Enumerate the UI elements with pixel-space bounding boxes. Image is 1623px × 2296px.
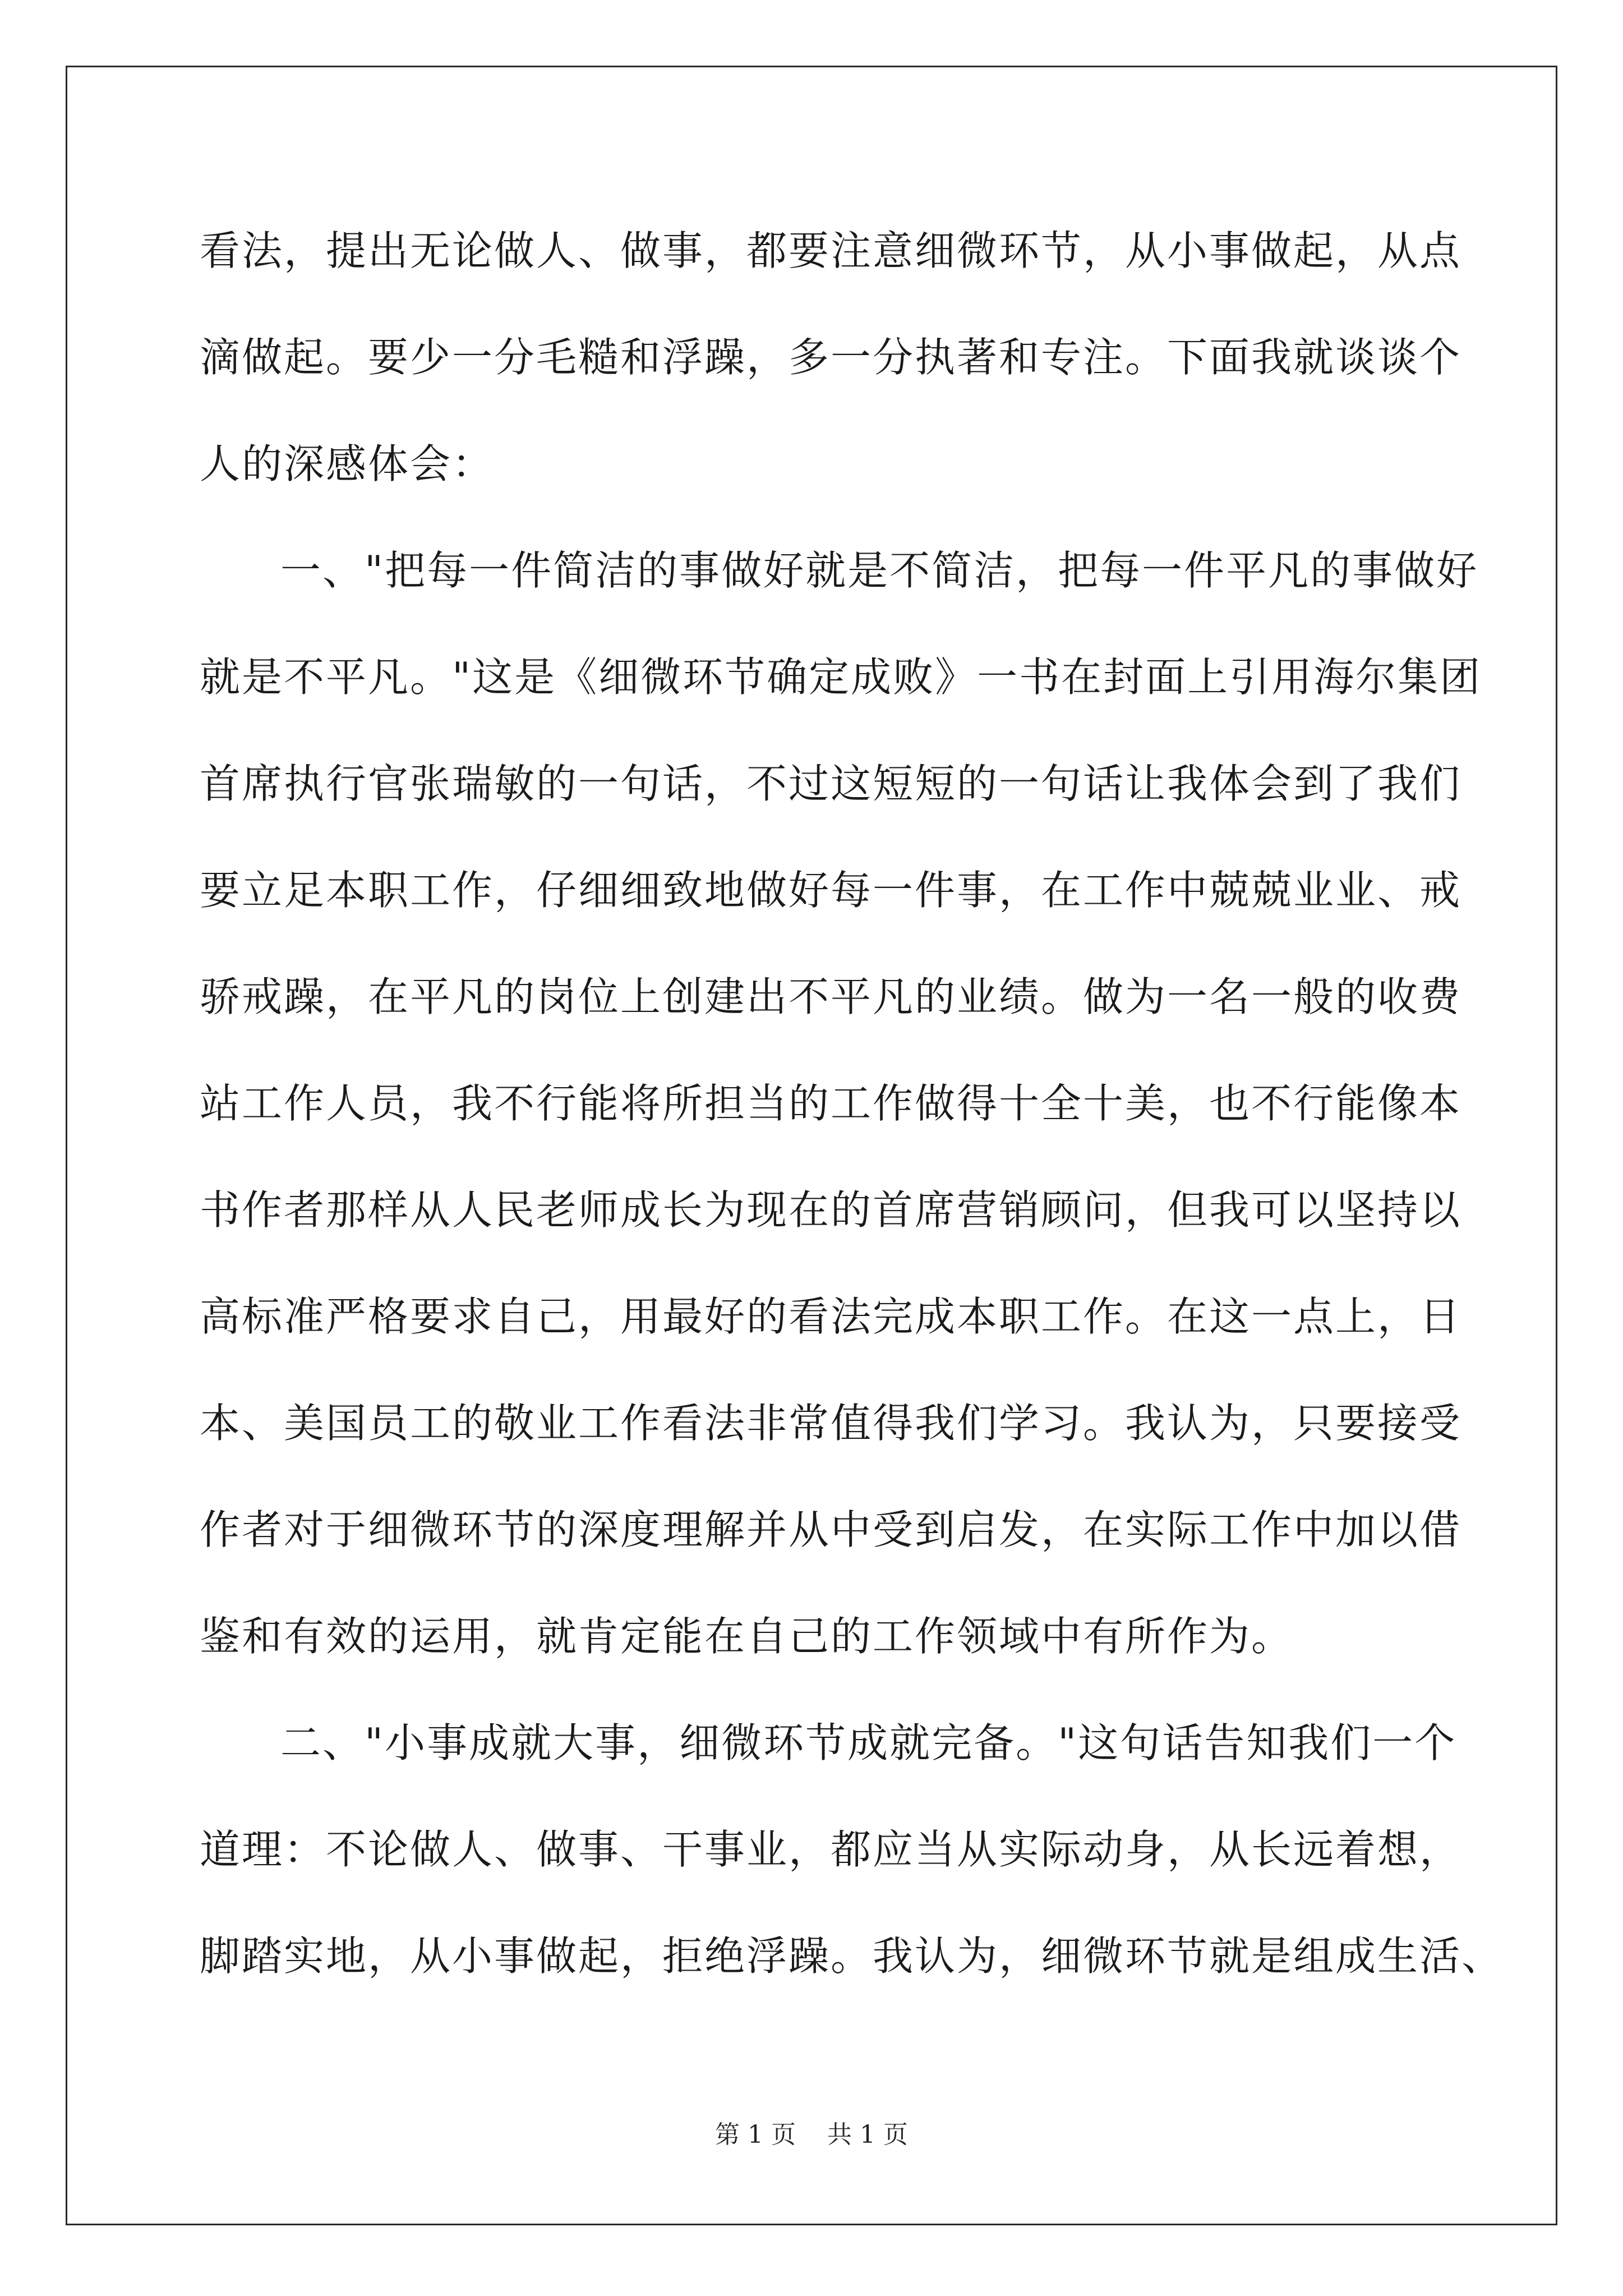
body-line-6: 首席执行官张瑞敏的一句话，不过这短短的一句话让我体会到了我们: [200, 760, 1462, 807]
body-line-4: 一、"把每一件简洁的事做好就是不简洁，把每一件平凡的事做好: [280, 547, 1479, 594]
body-line-1: 看法，提出无论做人、做事，都要注意细微环节，从小事做起，从点: [200, 227, 1462, 274]
body-line-13: 作者对于细微环节的深度理解并从中受到启发，在实际工作中加以借: [200, 1506, 1462, 1553]
page-number-footer: 第 1 页 共 1 页: [715, 2120, 908, 2149]
body-line-17: 脚踏实地，从小事做起，拒绝浮躁。我认为，细微环节就是组成生活、: [200, 1932, 1504, 1980]
body-line-7: 要立足本职工作，仔细细致地做好每一件事，在工作中兢兢业业、戒: [200, 867, 1462, 914]
body-line-12: 本、美国员工的敬业工作看法非常值得我们学习。我认为，只要接受: [200, 1400, 1462, 1447]
body-line-15: 二、"小事成就大事，细微环节成就完备。"这句话告知我们一个: [280, 1719, 1457, 1766]
body-line-5: 就是不平凡。"这是《细微环节确定成败》一书在封面上引用海尔集团: [200, 654, 1482, 701]
body-line-8: 骄戒躁，在平凡的岗位上创建出不平凡的业绩。做为一名一般的收费: [200, 973, 1462, 1020]
body-line-3: 人的深感体会：: [200, 440, 495, 487]
body-line-10: 书作者那样从人民老师成长为现在的首席营销顾问，但我可以坚持以: [200, 1186, 1462, 1234]
body-line-11: 高标准严格要求自己，用最好的看法完成本职工作。在这一点上，日: [200, 1293, 1462, 1340]
body-line-16: 道理：不论做人、做事、干事业，都应当从实际动身，从长远着想，: [200, 1826, 1462, 1873]
body-line-14: 鉴和有效的运用，就肯定能在自己的工作领域中有所作为。: [200, 1613, 1294, 1660]
body-line-9: 站工作人员，我不行能将所担当的工作做得十全十美，也不行能像本: [200, 1080, 1462, 1127]
document-body: [200, 218, 1504, 2030]
body-line-2: 滴做起。要少一分毛糙和浮躁，多一分执著和专注。下面我就谈谈个: [200, 334, 1462, 381]
